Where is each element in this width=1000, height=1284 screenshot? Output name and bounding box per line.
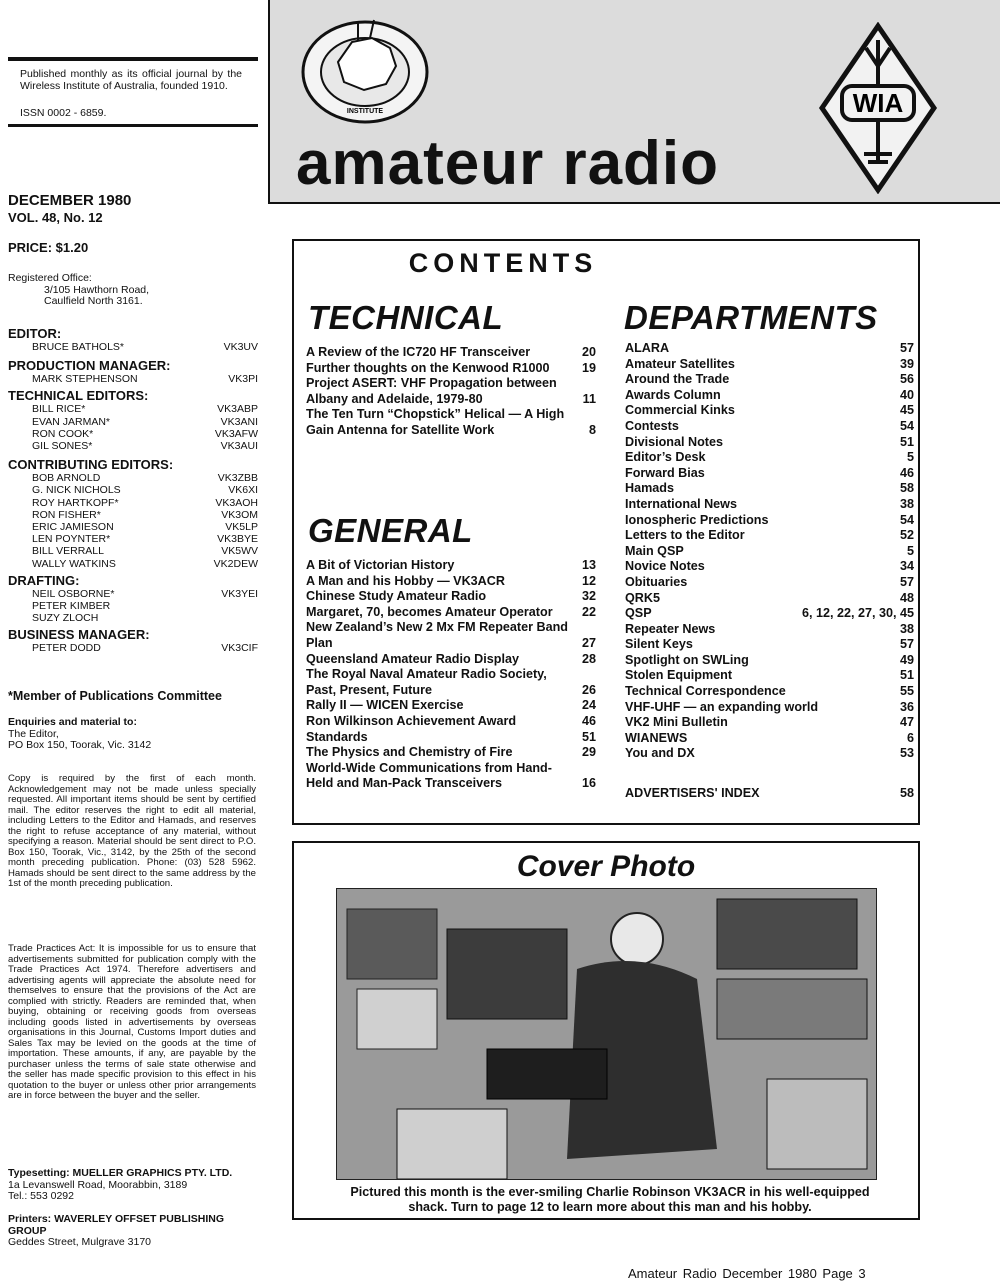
contents-item-page: 40 bbox=[899, 387, 914, 402]
staff-name: ERIC JAMIESON bbox=[32, 521, 114, 534]
staff-name: MARK STEPHENSON bbox=[32, 373, 138, 386]
staff-row bbox=[8, 588, 258, 600]
contents-item-title: Silent Keys bbox=[625, 637, 693, 652]
staff-callsign: VK3PI bbox=[228, 373, 258, 386]
staff-callsign: VK3ANI bbox=[220, 415, 258, 428]
contents-item-title: Project ASERT: VHF Propagation between Albany and Adelaide, 1979-80 bbox=[306, 376, 557, 406]
contents-item-page: 6, 12, 22, 27, 30, 45 bbox=[801, 606, 914, 621]
copy-notice: Copy is required by the first of each month. Acknowledgement may not be made unless specially requested. All important items should be sent by certified mail. The editor reserves the right to edit all material, including Letters to the Editor and Hamads, and reserves the right to refuse acceptance of any material, without specifying a reason. Material should be sent direct to P.O. Box 150, Toorak, Vic., 3142, by the 25th of the second month preceding publication. Phone: (03) 528 5962. Hamads should be sent direct to the same address by the 1st of the month preceding publication. bbox=[8, 773, 256, 889]
svg-text:WIA: WIA bbox=[852, 88, 904, 118]
staff-row bbox=[8, 509, 258, 521]
trade-practices-notice: Trade Practices Act: It is impossible for us to ensure that advertisements submitted for publication comply with the Trade Practices Act 1974. Therefore advertisers and advertising agents will appreciate the absolute need for themselves to ensure that the provisions of the Act are complied with strictly. Readers are reminded that, when buying, obtaining or receiving goods from overseas including goods listed in advertisements by overseas organisations in this Journal, Customs Import duties and Sales Tax may be levied on the goods at the time of importation. These amounts, if any, are payable by the purchaser unless the terms of sale state otherwise and the seller has made specific provision to this effect in his quotation to the buyer or unless other prior arrangements are in force between the buyer and the seller. bbox=[8, 943, 256, 1101]
staff-row bbox=[8, 440, 258, 452]
issue-price: PRICE: $1.20 bbox=[8, 240, 89, 255]
contents-item-page: 16 bbox=[581, 776, 596, 791]
contents-item bbox=[625, 637, 914, 653]
contents-item-title: Ionospheric Predictions bbox=[625, 512, 769, 527]
contents-item-title: Further thoughts on the Kenwood R1000 bbox=[306, 360, 550, 375]
contents-item bbox=[306, 376, 596, 407]
contents-item-page: 51 bbox=[899, 434, 914, 449]
contents-item-page: 53 bbox=[899, 746, 914, 761]
staff-group bbox=[8, 389, 258, 452]
contents-item-title: ALARA bbox=[625, 341, 670, 355]
general-heading: GENERAL bbox=[308, 512, 473, 549]
departments-heading: DEPARTMENTS bbox=[624, 299, 878, 336]
staff-name: PETER KIMBER bbox=[32, 600, 111, 613]
staff-callsign: VK3CIF bbox=[221, 642, 258, 655]
staff-callsign: VK2DEW bbox=[213, 557, 258, 570]
contents-item-title: QSP bbox=[625, 606, 652, 621]
staff-name: EVAN JARMAN* bbox=[32, 415, 110, 428]
staff-group bbox=[8, 458, 258, 570]
issue-volume: VOL. 48, No. 12 bbox=[8, 210, 103, 225]
contents-item-page: 34 bbox=[899, 559, 914, 574]
staff-row bbox=[8, 612, 258, 624]
contents-item-title: Contests bbox=[625, 418, 679, 433]
advertisers-title: ADVERTISERS' INDEX bbox=[625, 786, 760, 800]
printers-line1: Geddes Street, Mulgrave 3170 bbox=[8, 1236, 152, 1248]
staff-row bbox=[8, 600, 258, 612]
cover-photo-image bbox=[336, 888, 877, 1180]
contents-item bbox=[306, 345, 596, 361]
staff-name: LEN POYNTER* bbox=[32, 533, 111, 546]
contents-item-title: Spotlight on SWLing bbox=[625, 652, 749, 667]
contents-item-page: 8 bbox=[588, 422, 596, 437]
contents-item bbox=[625, 372, 914, 388]
staff-callsign: VK3ABP bbox=[217, 403, 258, 416]
contents-item-page: 5 bbox=[906, 543, 914, 558]
contents-item-page: 47 bbox=[899, 715, 914, 730]
staff-name: GIL SONES* bbox=[32, 440, 93, 453]
member-note: *Member of Publications Committee bbox=[8, 689, 222, 703]
contents-item-title: Amateur Satellites bbox=[625, 356, 735, 371]
printers bbox=[8, 1214, 258, 1249]
contents-item-title: WIANEWS bbox=[625, 730, 688, 745]
staff-heading: CONTRIBUTING EDITORS: bbox=[8, 457, 174, 473]
advertisers-page: 58 bbox=[899, 786, 914, 800]
staff-row bbox=[8, 403, 258, 415]
contents-item bbox=[625, 653, 914, 669]
contents-item-page: 38 bbox=[899, 496, 914, 511]
staff-callsign: VK3UV bbox=[223, 341, 258, 353]
contents-item-title: Queensland Amateur Radio Display bbox=[306, 651, 519, 666]
contents-item bbox=[306, 407, 596, 438]
contents-item bbox=[306, 589, 596, 605]
staff-name: BOB ARNOLD bbox=[32, 472, 101, 485]
contents-item bbox=[306, 605, 596, 621]
page-footer: Amateur Radio December 1980 Page 3 bbox=[628, 1266, 866, 1281]
staff-row bbox=[8, 472, 258, 484]
contents-item-title: Divisional Notes bbox=[625, 434, 723, 449]
enquiries-line2: PO Box 150, Toorak, Vic. 3142 bbox=[8, 739, 152, 751]
contents-item bbox=[625, 450, 914, 466]
contents-item-title: Margaret, 70, becomes Amateur Operator bbox=[306, 604, 553, 619]
contents-item bbox=[306, 652, 596, 668]
contents-item-title: Forward Bias bbox=[625, 465, 705, 480]
contents-item-title: New Zealand’s New 2 Mx FM Repeater Band Plan bbox=[306, 620, 568, 650]
staff-callsign: VK3YEI bbox=[221, 587, 258, 600]
printers-label: Printers: WAVERLEY OFFSET PUBLISHING GROUP bbox=[8, 1213, 225, 1237]
contents-item-title: Awards Column bbox=[625, 387, 721, 402]
contents-item-title: Stolen Equipment bbox=[625, 668, 733, 683]
office-label: Registered Office: bbox=[8, 272, 92, 284]
contents-item-page: 20 bbox=[581, 345, 596, 359]
contents-item bbox=[306, 730, 596, 746]
typesetting-line1: 1a Levanswell Road, Moorabbin, 3189 bbox=[8, 1178, 188, 1191]
contents-item-page: 52 bbox=[899, 528, 914, 543]
staff-row bbox=[8, 416, 258, 428]
contents-item-page: 29 bbox=[581, 745, 596, 760]
contents-item bbox=[306, 620, 596, 651]
contents-item-page: 57 bbox=[899, 574, 914, 589]
contents-item-page: 55 bbox=[899, 684, 914, 699]
wia-diamond-logo bbox=[818, 22, 938, 194]
contents-item-page: 36 bbox=[899, 699, 914, 714]
contents-item-title: Novice Notes bbox=[625, 559, 705, 574]
contents-item-page: 45 bbox=[899, 403, 914, 418]
contents-item-page: 54 bbox=[899, 418, 914, 433]
contents-item-page: 22 bbox=[581, 604, 596, 619]
contents-item-page: 13 bbox=[581, 558, 596, 572]
staff-row bbox=[8, 545, 258, 557]
contents-item bbox=[306, 714, 596, 730]
contents-item-page: 38 bbox=[899, 621, 914, 636]
staff-row bbox=[8, 373, 258, 385]
contents-item bbox=[625, 731, 914, 747]
wia-seal-logo bbox=[300, 14, 430, 126]
contents-item-page: 27 bbox=[581, 635, 596, 650]
enquiries-label: Enquiries and material to: bbox=[8, 716, 137, 728]
contents-item-title: A Man and his Hobby — VK3ACR bbox=[306, 573, 505, 588]
contents-item-title: Repeater News bbox=[625, 621, 716, 636]
staff-row bbox=[8, 558, 258, 570]
staff-name: PETER DODD bbox=[32, 642, 101, 655]
contents-item bbox=[625, 746, 914, 762]
contents-item bbox=[625, 575, 914, 591]
staff-list bbox=[8, 327, 258, 655]
staff-name: G. NICK NICHOLS bbox=[32, 484, 121, 497]
contents-item-title: Chinese Study Amateur Radio bbox=[306, 589, 487, 604]
contents-item-page: 57 bbox=[899, 637, 914, 652]
contents-title: CONTENTS bbox=[408, 248, 598, 278]
contents-item bbox=[625, 357, 914, 373]
contents-item bbox=[625, 528, 914, 544]
contents-item bbox=[625, 559, 914, 575]
contents-item bbox=[625, 684, 914, 700]
contents-item-page: 49 bbox=[899, 652, 914, 667]
staff-callsign: VK3ZBB bbox=[217, 472, 258, 485]
staff-group bbox=[8, 628, 258, 654]
contents-item bbox=[625, 466, 914, 482]
staff-heading: EDITOR: bbox=[8, 326, 62, 341]
typesetting-label: Typesetting: MUELLER GRAPHICS PTY. LTD. bbox=[8, 1167, 233, 1179]
staff-row bbox=[8, 341, 258, 353]
staff-group bbox=[8, 327, 258, 353]
contents-item bbox=[306, 745, 596, 761]
contents-item-title: Ron Wilkinson Achievement Award bbox=[306, 713, 517, 728]
staff-name: BILL VERRALL bbox=[32, 545, 104, 558]
intro-rule bbox=[8, 124, 258, 127]
staff-callsign: VK3BYE bbox=[217, 533, 258, 546]
contents-item-page: 54 bbox=[899, 512, 914, 527]
staff-heading: PRODUCTION MANAGER: bbox=[8, 358, 171, 374]
staff-row bbox=[8, 642, 258, 654]
contents-item-title: VK2 Mini Bulletin bbox=[625, 715, 728, 730]
contents-item bbox=[625, 606, 914, 622]
staff-name: BRUCE BATHOLS* bbox=[32, 341, 124, 353]
staff-callsign: VK5LP bbox=[225, 521, 258, 534]
cover-photo-heading: Cover Photo bbox=[516, 850, 696, 883]
contents-item-title: A Review of the IC720 HF Transceiver bbox=[306, 345, 531, 359]
magazine-title: amateur radio bbox=[296, 129, 720, 198]
staff-row bbox=[8, 428, 258, 440]
enquiries bbox=[8, 717, 151, 752]
contents-item-page: 32 bbox=[581, 589, 596, 604]
contents-item bbox=[625, 622, 914, 638]
contents-item-title: A Bit of Victorian History bbox=[306, 558, 455, 572]
contents-item-title: Main QSP bbox=[625, 543, 684, 558]
contents-item bbox=[625, 544, 914, 560]
contents-item bbox=[625, 715, 914, 731]
contents-item-title: The Physics and Chemistry of Fire bbox=[306, 745, 513, 760]
contents-item-title: You and DX bbox=[625, 746, 695, 761]
advertisers-index bbox=[625, 786, 914, 802]
contents-item-page: 58 bbox=[899, 481, 914, 496]
technical-heading: TECHNICAL bbox=[308, 299, 504, 336]
general-list bbox=[306, 558, 596, 792]
contents-item bbox=[625, 668, 914, 684]
contents-item-page: 12 bbox=[581, 573, 596, 588]
contents-item-page: 24 bbox=[581, 698, 596, 713]
contents-item bbox=[625, 591, 914, 607]
staff-callsign: VK3AOH bbox=[215, 496, 258, 509]
contents-item-title: Editor’s Desk bbox=[625, 450, 706, 465]
staff-name: ROY HARTKOPF* bbox=[32, 496, 119, 509]
top-rule bbox=[8, 57, 258, 61]
contents-item-page: 46 bbox=[899, 465, 914, 480]
staff-row bbox=[8, 521, 258, 533]
contents-item-title: Technical Correspondence bbox=[625, 684, 786, 699]
contents-item-page: 11 bbox=[582, 391, 596, 406]
contents-item-title: Commercial Kinks bbox=[625, 403, 735, 418]
contents-item-title: Letters to the Editor bbox=[625, 528, 745, 543]
staff-row bbox=[8, 533, 258, 545]
staff-name: NEIL OSBORNE* bbox=[32, 587, 115, 600]
contents-item bbox=[306, 667, 596, 698]
contents-item-page: 51 bbox=[581, 729, 596, 744]
contents-item-page: 5 bbox=[906, 450, 914, 465]
contents-item bbox=[625, 403, 914, 419]
contents-item bbox=[306, 761, 596, 792]
contents-item-page: 57 bbox=[899, 341, 914, 355]
contents-item bbox=[625, 341, 914, 357]
contents-item-title: QRK5 bbox=[625, 590, 660, 605]
typesetting-line2: Tel.: 553 0292 bbox=[8, 1190, 74, 1202]
contents-item-page: 51 bbox=[899, 668, 914, 683]
contents-item bbox=[625, 513, 914, 529]
contents-item bbox=[625, 700, 914, 716]
contents-item-title: International News bbox=[625, 496, 737, 511]
staff-row bbox=[8, 497, 258, 509]
registered-office bbox=[8, 273, 149, 308]
contents-item-title: Around the Trade bbox=[625, 372, 730, 387]
staff-heading: DRAFTING: bbox=[8, 572, 80, 588]
contents-item-page: 39 bbox=[899, 356, 914, 371]
svg-text:INSTITUTE: INSTITUTE bbox=[346, 108, 384, 115]
contents-item bbox=[625, 419, 914, 435]
enquiries-line1: The Editor, bbox=[8, 727, 59, 740]
issue-date: DECEMBER 1980 bbox=[8, 192, 132, 209]
cover-photo-caption: Pictured this month is the ever-smiling Charlie Robinson VK3ACR in his well-equipped shack. Turn to page 12 to learn more about this man and his hobby. bbox=[350, 1185, 870, 1214]
contents-item-page: 46 bbox=[581, 713, 596, 728]
contents-item-page: 48 bbox=[899, 590, 914, 605]
contents-item-title: The Royal Naval Amateur Radio Society, Past, Present, Future bbox=[306, 667, 547, 697]
staff-heading: TECHNICAL EDITORS: bbox=[8, 388, 149, 404]
contents-item-title: The Ten Turn “Chopstick” Helical — A High Gain Antenna for Satellite Work bbox=[306, 407, 565, 437]
technical-list bbox=[306, 345, 596, 439]
contents-item-page: 28 bbox=[581, 651, 596, 666]
contents-item bbox=[625, 435, 914, 451]
contents-item bbox=[625, 497, 914, 513]
contents-item-title: Obituaries bbox=[625, 574, 688, 589]
contents-item-title: Rally II — WICEN Exercise bbox=[306, 698, 464, 713]
contents-item bbox=[306, 574, 596, 590]
staff-row bbox=[8, 484, 258, 496]
contents-item bbox=[306, 361, 596, 377]
contents-item bbox=[306, 698, 596, 714]
contents-item-title: VHF-UHF — an expanding world bbox=[625, 699, 819, 714]
contents-item-page: 6 bbox=[906, 730, 914, 745]
staff-group bbox=[8, 359, 258, 385]
contents-item-title: World-Wide Communications from Hand-Held and Man-Pack Transceivers bbox=[306, 760, 552, 791]
staff-name: SUZY ZLOCH bbox=[32, 612, 99, 625]
contents-item bbox=[306, 558, 596, 574]
office-line2: Caulfield North 3161. bbox=[44, 295, 143, 307]
staff-name: BILL RICE* bbox=[32, 403, 86, 416]
staff-group bbox=[8, 574, 258, 625]
staff-callsign: VK3AUI bbox=[220, 440, 258, 453]
contents-item-title: Standards bbox=[306, 729, 368, 744]
office-line1: 3/105 Hawthorn Road, bbox=[44, 283, 150, 296]
staff-name: WALLY WATKINS bbox=[32, 557, 116, 570]
staff-callsign: VK3AFW bbox=[214, 427, 258, 440]
contents-item-page: 56 bbox=[899, 372, 914, 387]
typesetting bbox=[8, 1168, 232, 1203]
staff-heading: BUSINESS MANAGER: bbox=[8, 627, 150, 643]
staff-name: RON FISHER* bbox=[32, 508, 101, 521]
contents-item-page: 19 bbox=[581, 360, 596, 375]
staff-name: RON COOK* bbox=[32, 427, 94, 440]
staff-callsign: VK5WV bbox=[221, 545, 258, 558]
issn: ISSN 0002 - 6859. bbox=[20, 107, 107, 119]
contents-item-page: 26 bbox=[581, 682, 596, 697]
departments-list bbox=[625, 341, 914, 762]
contents-item-title: Hamads bbox=[625, 481, 674, 496]
staff-callsign: VK3OM bbox=[221, 508, 258, 521]
contents-item bbox=[625, 481, 914, 497]
contents-item bbox=[625, 388, 914, 404]
publication-intro: Published monthly as its official journal by the Wireless Institute of Australia, founded 1910. bbox=[20, 68, 242, 92]
staff-callsign: VK6XI bbox=[228, 484, 258, 497]
